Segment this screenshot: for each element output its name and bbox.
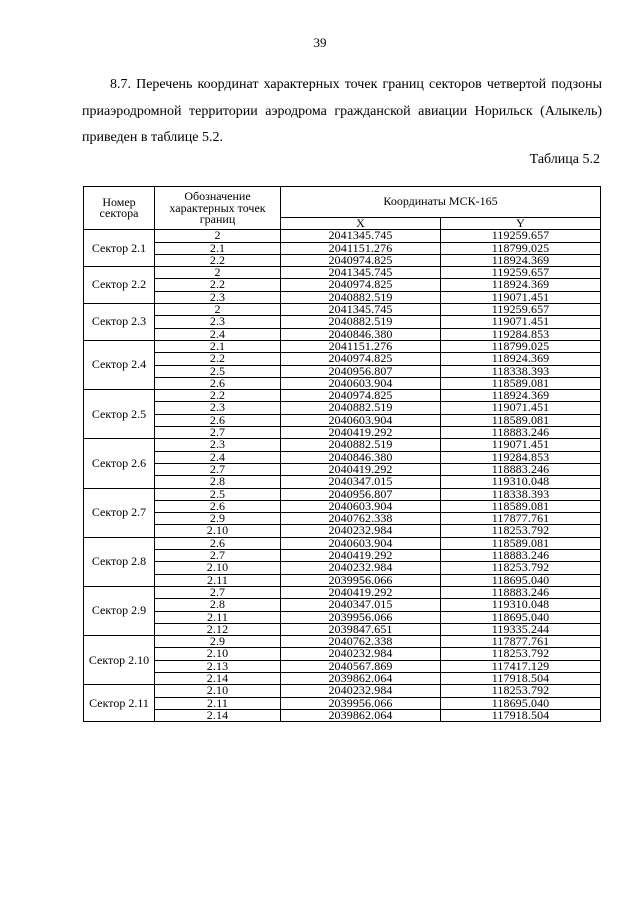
y-cell: 118695.040 (441, 611, 601, 623)
point-cell: 2 (155, 267, 281, 279)
point-cell: 2.4 (155, 451, 281, 463)
y-cell: 118589.081 (441, 537, 601, 549)
y-cell: 118883.246 (441, 586, 601, 598)
y-cell: 119310.048 (441, 476, 601, 488)
x-cell: 2040882.519 (281, 291, 441, 303)
x-cell: 2040347.015 (281, 476, 441, 488)
y-cell: 117877.761 (441, 513, 601, 525)
y-cell: 118883.246 (441, 463, 601, 475)
point-cell: 2.3 (155, 291, 281, 303)
header-point: Обозначение характерных точек границ (155, 187, 281, 230)
x-cell: 2040232.984 (281, 648, 441, 660)
y-cell: 118589.081 (441, 377, 601, 389)
point-cell: 2.4 (155, 328, 281, 340)
x-cell: 2040347.015 (281, 599, 441, 611)
x-cell: 2040846.380 (281, 328, 441, 340)
y-cell: 119335.244 (441, 623, 601, 635)
page-number: 39 (313, 35, 327, 50)
x-cell: 2041345.745 (281, 230, 441, 242)
y-cell: 119284.853 (441, 328, 601, 340)
point-cell: 2 (155, 230, 281, 242)
y-cell: 118924.369 (441, 279, 601, 291)
point-cell: 2.3 (155, 402, 281, 414)
y-cell: 118799.025 (441, 242, 601, 254)
y-cell: 118253.792 (441, 685, 601, 697)
x-cell: 2039956.066 (281, 611, 441, 623)
x-cell: 2040974.825 (281, 254, 441, 266)
point-cell: 2.6 (155, 414, 281, 426)
y-cell: 118338.393 (441, 488, 601, 500)
x-cell: 2040974.825 (281, 279, 441, 291)
point-cell: 2.12 (155, 623, 281, 635)
point-cell: 2.14 (155, 709, 281, 721)
y-cell: 117877.761 (441, 636, 601, 648)
point-cell: 2.3 (155, 316, 281, 328)
x-cell: 2040603.904 (281, 377, 441, 389)
y-cell: 118695.040 (441, 697, 601, 709)
x-cell: 2040567.869 (281, 660, 441, 672)
point-cell: 2.7 (155, 586, 281, 598)
point-cell: 2.1 (155, 242, 281, 254)
point-cell: 2.6 (155, 377, 281, 389)
y-cell: 117918.504 (441, 672, 601, 684)
table-header (84, 187, 601, 230)
point-cell: 2.10 (155, 648, 281, 660)
point-cell: 2.11 (155, 611, 281, 623)
y-cell: 118589.081 (441, 500, 601, 512)
y-cell: 118883.246 (441, 550, 601, 562)
y-cell: 119071.451 (441, 291, 601, 303)
point-cell: 2.1 (155, 340, 281, 352)
y-cell: 118338.393 (441, 365, 601, 377)
y-cell: 119284.853 (441, 451, 601, 463)
x-cell: 2040603.904 (281, 414, 441, 426)
x-cell: 2041345.745 (281, 267, 441, 279)
point-cell: 2.9 (155, 513, 281, 525)
y-cell: 119071.451 (441, 402, 601, 414)
y-cell: 118695.040 (441, 574, 601, 586)
y-cell: 118799.025 (441, 340, 601, 352)
y-cell: 118924.369 (441, 254, 601, 266)
x-cell: 2040974.825 (281, 390, 441, 402)
table-body (84, 230, 601, 722)
x-cell: 2040974.825 (281, 353, 441, 365)
y-cell: 118924.369 (441, 353, 601, 365)
point-cell: 2.6 (155, 500, 281, 512)
point-cell: 2.2 (155, 279, 281, 291)
x-cell: 2039847.651 (281, 623, 441, 635)
point-cell: 2.10 (155, 562, 281, 574)
point-cell: 2.2 (155, 254, 281, 266)
header-sector: Номер сектора (84, 187, 155, 230)
y-cell: 118924.369 (441, 390, 601, 402)
sector-name-cell: Сектор 2.3 (84, 304, 155, 341)
sector-name-cell: Сектор 2.6 (84, 439, 155, 488)
point-cell: 2.5 (155, 488, 281, 500)
x-cell: 2039862.064 (281, 709, 441, 721)
x-cell: 2040846.380 (281, 451, 441, 463)
point-cell: 2 (155, 304, 281, 316)
point-cell: 2.2 (155, 390, 281, 402)
x-cell: 2039956.066 (281, 697, 441, 709)
x-cell: 2039956.066 (281, 574, 441, 586)
intro-paragraph: 8.7. Перечень координат характерных точек границ секторов четвертой подзоны приаэродромной территории аэродрома гражданской авиации Норильск (Алыкель) приведен в таблице 5.2. (82, 77, 602, 145)
x-cell: 2040882.519 (281, 316, 441, 328)
table-row (84, 709, 601, 721)
y-cell: 118253.792 (441, 562, 601, 574)
sector-name-cell: Сектор 2.1 (84, 230, 155, 267)
x-cell: 2040232.984 (281, 525, 441, 537)
y-cell: 118589.081 (441, 414, 601, 426)
point-cell: 2.3 (155, 439, 281, 451)
x-cell: 2040419.292 (281, 463, 441, 475)
x-cell: 2040762.338 (281, 636, 441, 648)
x-cell: 2040882.519 (281, 439, 441, 451)
x-cell: 2040232.984 (281, 685, 441, 697)
point-cell: 2.7 (155, 427, 281, 439)
y-cell: 118253.792 (441, 648, 601, 660)
sector-name-cell: Сектор 2.11 (84, 685, 155, 722)
y-cell: 118883.246 (441, 427, 601, 439)
point-cell: 2.14 (155, 672, 281, 684)
sector-name-cell: Сектор 2.10 (84, 636, 155, 685)
header-coordinates: Координаты МСК-165 (281, 187, 601, 218)
point-cell: 2.8 (155, 599, 281, 611)
x-cell: 2041345.745 (281, 304, 441, 316)
y-cell: 119259.657 (441, 267, 601, 279)
y-cell: 119071.451 (441, 316, 601, 328)
y-cell: 119071.451 (441, 439, 601, 451)
x-cell: 2040882.519 (281, 402, 441, 414)
x-cell: 2040603.904 (281, 500, 441, 512)
sector-name-cell: Сектор 2.7 (84, 488, 155, 537)
table-caption: Таблица 5.2 (529, 152, 600, 167)
point-cell: 2.9 (155, 636, 281, 648)
y-cell: 118253.792 (441, 525, 601, 537)
sector-name-cell: Сектор 2.4 (84, 340, 155, 389)
sector-name-cell: Сектор 2.5 (84, 390, 155, 439)
x-cell: 2040603.904 (281, 537, 441, 549)
point-cell: 2.11 (155, 574, 281, 586)
sector-name-cell: Сектор 2.9 (84, 586, 155, 635)
point-cell: 2.8 (155, 476, 281, 488)
x-cell: 2040762.338 (281, 513, 441, 525)
point-cell: 2.5 (155, 365, 281, 377)
x-cell: 2041151.276 (281, 340, 441, 352)
y-cell: 119310.048 (441, 599, 601, 611)
point-cell: 2.10 (155, 525, 281, 537)
x-cell: 2040956.807 (281, 365, 441, 377)
x-cell: 2039862.064 (281, 672, 441, 684)
x-cell: 2040419.292 (281, 586, 441, 598)
y-cell: 119259.657 (441, 304, 601, 316)
y-cell: 119259.657 (441, 230, 601, 242)
point-cell: 2.13 (155, 660, 281, 672)
x-cell: 2040419.292 (281, 427, 441, 439)
point-cell: 2.10 (155, 685, 281, 697)
x-cell: 2040956.807 (281, 488, 441, 500)
point-cell: 2.7 (155, 550, 281, 562)
point-cell: 2.11 (155, 697, 281, 709)
x-cell: 2040419.292 (281, 550, 441, 562)
point-cell: 2.2 (155, 353, 281, 365)
point-cell: 2.7 (155, 463, 281, 475)
point-cell: 2.6 (155, 537, 281, 549)
header-y: Y (441, 218, 601, 230)
x-cell: 2041151.276 (281, 242, 441, 254)
coordinates-table (83, 186, 601, 722)
y-cell: 117417.129 (441, 660, 601, 672)
header-x: X (281, 218, 441, 230)
sector-name-cell: Сектор 2.8 (84, 537, 155, 586)
y-cell: 117918.504 (441, 709, 601, 721)
sector-name-cell: Сектор 2.2 (84, 267, 155, 304)
x-cell: 2040232.984 (281, 562, 441, 574)
